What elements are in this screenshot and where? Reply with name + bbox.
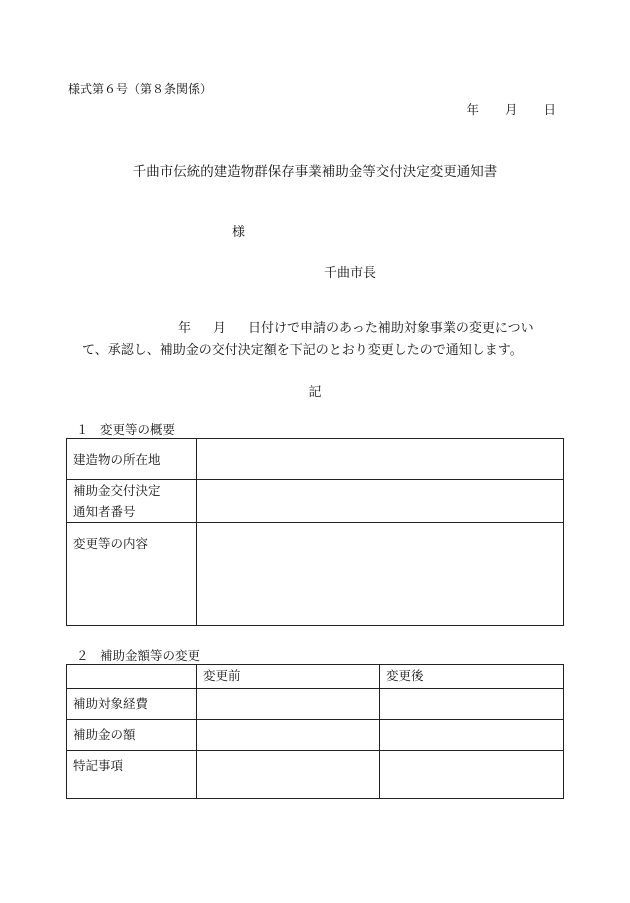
table-row <box>67 523 564 626</box>
notice-body <box>82 318 562 362</box>
special-notes-before-cell[interactable] <box>197 751 380 799</box>
table-row <box>67 689 564 720</box>
row-label-notice-number-line-1: 補助金交付決定 <box>73 483 161 498</box>
form-number: 様式第６号（第８条関係） <box>68 82 213 96</box>
subsidy-amount-before-cell[interactable] <box>197 720 380 751</box>
table-row <box>67 720 564 751</box>
header-blank-cell <box>67 665 197 689</box>
issuer-name: 千曲市長 <box>324 266 377 281</box>
row-label-change-details <box>67 523 197 626</box>
header-after: 変更後 <box>380 665 564 689</box>
row-label-location <box>67 439 197 480</box>
date-line <box>466 100 556 118</box>
document-title: 千曲市伝統的建造物群保存事業補助金等交付決定変更通知書 <box>132 164 498 180</box>
section-2-number: ２ <box>76 648 89 663</box>
table-row <box>67 480 564 523</box>
section-2-heading <box>76 646 200 664</box>
date-month-label: 月 <box>504 102 518 117</box>
special-notes-after-cell[interactable] <box>380 751 564 799</box>
section-1-title: 変更等の概要 <box>100 422 176 437</box>
row-label-notice-number-line-2: 通知者番号 <box>73 504 136 519</box>
change-summary-table <box>66 438 564 626</box>
section-2-title: 補助金額等の変更 <box>100 648 201 663</box>
notice-body-line-2: て、承認し、補助金の交付決定額を下記のとおり変更したので通知します。 <box>82 343 523 358</box>
row-label-location-text: 建造物の所在地 <box>73 452 161 467</box>
change-details-value-cell[interactable] <box>197 523 564 626</box>
notice-body-line-1 <box>82 318 562 340</box>
body-line1-text: 日付けで申請のあった補助対象事業の変更につい <box>248 321 534 336</box>
table-row <box>67 439 564 480</box>
header-before: 変更前 <box>197 665 380 689</box>
row-label-special-notes <box>67 751 197 799</box>
subsidy-amount-after-cell[interactable] <box>380 720 564 751</box>
date-day-label: 日 <box>543 102 556 117</box>
body-year-label: 年 <box>178 321 192 336</box>
row-label-notice-number <box>67 480 197 523</box>
eligible-cost-before-cell[interactable] <box>197 689 380 720</box>
location-value-cell[interactable] <box>197 439 564 480</box>
row-label-eligible-cost-text: 補助対象経費 <box>73 696 149 711</box>
subsidy-change-table <box>66 664 564 799</box>
row-label-change-details-text: 変更等の内容 <box>73 536 149 551</box>
body-month-label: 月 <box>213 321 227 336</box>
eligible-cost-after-cell[interactable] <box>380 689 564 720</box>
row-label-subsidy-amount <box>67 720 197 751</box>
date-year-label: 年 <box>466 102 479 117</box>
section-1-heading <box>76 420 175 438</box>
ki-marker: 記 <box>308 385 322 400</box>
section-1-number: １ <box>76 422 89 437</box>
row-label-eligible-cost <box>67 689 197 720</box>
notice-number-value-cell[interactable] <box>197 480 564 523</box>
row-label-special-notes-text: 特記事項 <box>73 758 124 773</box>
addressee-suffix: 様 <box>232 225 246 240</box>
table-row <box>67 751 564 799</box>
table-header-row <box>67 665 564 689</box>
row-label-subsidy-amount-text: 補助金の額 <box>73 727 136 742</box>
